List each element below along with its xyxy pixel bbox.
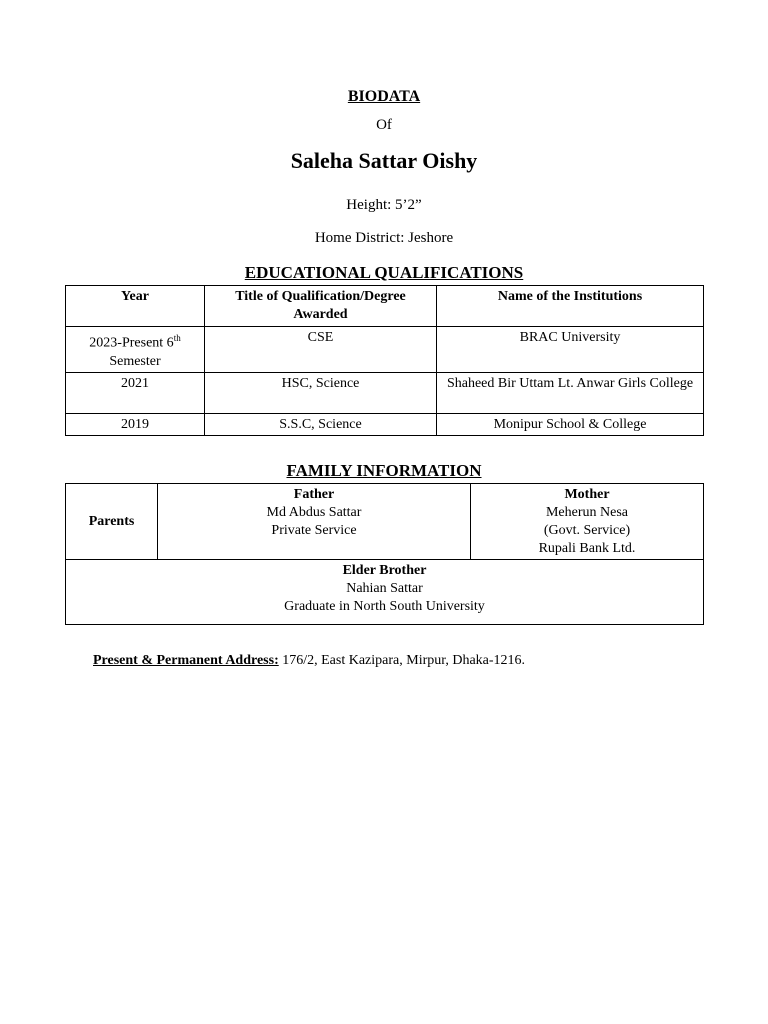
document-heading: BIODATA — [347, 88, 421, 105]
address-label: Present & Permanent Address: — [93, 653, 279, 668]
year-cell: 2019 — [66, 413, 205, 435]
table-row — [66, 327, 704, 373]
qualification-cell: CSE — [205, 327, 437, 373]
qualification-cell: S.S.C, Science — [205, 413, 437, 435]
parents-label: Parents — [66, 484, 158, 560]
column-header-institution: Name of the Institutions — [437, 286, 704, 327]
father-cell — [158, 484, 471, 560]
year-cell: 2021 — [66, 372, 205, 413]
column-header-qualification: Title of Qualification/Degree Awarded — [205, 286, 437, 327]
institution-cell: Monipur School & College — [437, 413, 704, 435]
height-text: Height: 5’2” — [346, 197, 422, 213]
column-header-year: Year — [66, 286, 205, 327]
education-header-row — [66, 286, 704, 327]
parents-row — [66, 484, 704, 560]
education-section-title: EDUCATIONAL QUALIFICATIONS — [244, 263, 524, 282]
father-name: Md Abdus Sattar — [266, 505, 362, 520]
home-district-text: Home District: Jeshore — [314, 230, 454, 246]
family-section-title: FAMILY INFORMATION — [286, 461, 482, 480]
address-value: 176/2, East Kazipara, Mirpur, Dhaka-1216. — [278, 653, 526, 668]
mother-employer: Rupali Bank Ltd. — [538, 541, 636, 556]
table-row — [66, 413, 704, 435]
mother-name: Meherun Nesa — [545, 505, 629, 520]
father-label: Father — [293, 487, 335, 502]
document-of-text: Of — [376, 117, 392, 133]
brother-name: Nahian Sattar — [346, 581, 423, 596]
year-text: 2023-Present 6 — [89, 335, 174, 351]
year-suffix-text: Semester — [109, 353, 161, 369]
brother-label: Elder Brother — [342, 563, 427, 578]
year-cell — [66, 327, 205, 373]
mother-label: Mother — [564, 487, 610, 502]
institution-cell: Shaheed Bir Uttam Lt. Anwar Girls College — [437, 372, 704, 413]
address-line — [93, 653, 525, 669]
mother-occupation: (Govt. Service) — [543, 523, 631, 538]
brother-cell — [66, 560, 704, 625]
person-name: Saleha Sattar Oishy — [290, 148, 478, 173]
brother-row — [66, 560, 704, 625]
year-superscript: th — [173, 333, 181, 343]
education-table — [65, 285, 704, 436]
institution-cell: BRAC University — [437, 327, 704, 373]
mother-cell — [471, 484, 704, 560]
father-occupation: Private Service — [271, 523, 357, 538]
qualification-cell: HSC, Science — [205, 372, 437, 413]
brother-education: Graduate in North South University — [284, 599, 485, 614]
table-row — [66, 372, 704, 413]
family-table — [65, 483, 704, 625]
